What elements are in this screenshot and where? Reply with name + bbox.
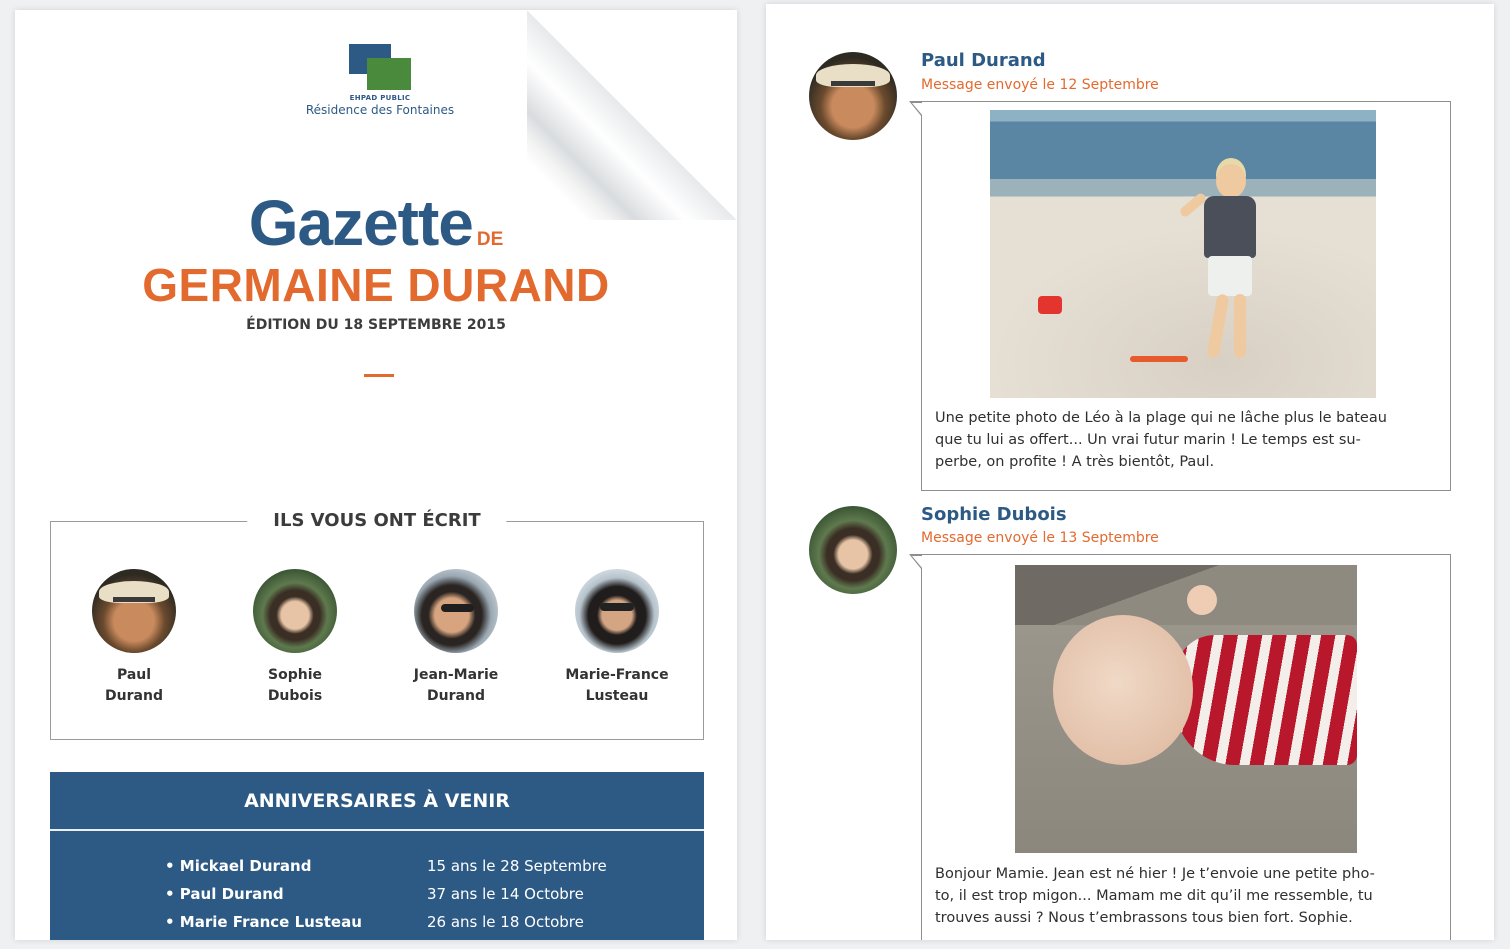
newsletter-cover-page [15,10,737,940]
anniversary-row [165,884,584,904]
baby-photo [1015,565,1357,853]
message-bubble [921,101,1451,491]
logo-mark-icon [349,44,411,90]
writer-jean-marie-durand[interactable] [386,569,526,707]
writer-first-name: Marie-France [565,667,669,683]
writer-last-name: Durand [105,688,163,704]
message-line: Une petite photo de Léo à la plage qui ne lâche plus le bateau [935,410,1387,426]
message-line: trouves aussi ? Nous t’embrassons tous bien fort. Sophie. [935,910,1353,926]
beach-photo [990,110,1376,398]
message-date: Message envoyé le 12 Septembre [921,77,1159,93]
logo-name: Résidence des Fontaines [305,103,455,117]
anniversary-detail: 37 ans le 14 Octobre [427,885,584,903]
writer-sophie-dubois[interactable] [225,569,365,707]
message-date: Message envoyé le 13 Septembre [921,530,1159,546]
edition-date: ÉDITION DU 18 SEPTEMBRE 2015 [246,317,506,333]
writer-first-name: Jean-Marie [413,667,499,683]
gazette-title-de: DE [476,229,504,250]
anniversaries-divider [50,829,704,831]
marie-france-avatar [575,569,659,653]
paul-avatar [809,52,897,140]
logo-subtitle: EHPAD PUBLIC [349,94,411,102]
sophie-avatar [253,569,337,653]
writers-title: ILS VOUS ONT ÉCRIT [247,509,506,533]
anniversary-name: • Mickael Durand [165,857,312,875]
sophie-avatar [809,506,897,594]
message-line: to, il est trop migon... Mamam me dit qu’il me ressemble, tu [935,888,1373,904]
ehpad-logo [300,44,460,117]
anniversary-detail: 26 ans le 18 Octobre [427,913,584,931]
message-bubble [921,554,1451,940]
anniversary-detail: 15 ans le 28 Septembre [427,857,607,875]
anniversaries-title: ANNIVERSAIRES À VENIR [244,790,510,812]
writer-paul-durand[interactable] [64,569,204,707]
recipient-name: GERMAINE DURAND [142,259,610,311]
writer-first-name: Sophie [268,667,322,683]
anniversaries-section [50,772,704,940]
jean-marie-avatar [414,569,498,653]
writer-first-name: Paul [116,667,152,683]
message-line: perbe, on profite ! A très bientôt, Paul. [935,454,1215,470]
gazette-title-main: Gazette [248,187,473,259]
messages-page [766,4,1494,940]
message-line: que tu lui as offert... Un vrai futur marin ! Le temps est su- [935,432,1361,448]
paul-avatar [92,569,176,653]
writer-last-name: Durand [427,688,485,704]
anniversary-name: • Marie France Lusteau [165,913,362,931]
writer-last-name: Lusteau [585,688,649,704]
message-text [935,863,1440,929]
anniversary-row [165,912,584,932]
message-author: Paul Durand [921,50,1046,71]
page-curl-icon [527,10,737,220]
anniversary-name: • Paul Durand [165,885,284,903]
writers-section [50,510,704,740]
message-text [935,407,1440,473]
anniversary-row [165,856,607,876]
message-line: Bonjour Mamie. Jean est né hier ! Je t’envoie une petite pho- [935,866,1375,882]
message-author: Sophie Dubois [921,504,1067,525]
writer-marie-france-lusteau[interactable] [547,569,687,707]
writer-last-name: Dubois [267,688,323,704]
title-divider [364,374,394,377]
